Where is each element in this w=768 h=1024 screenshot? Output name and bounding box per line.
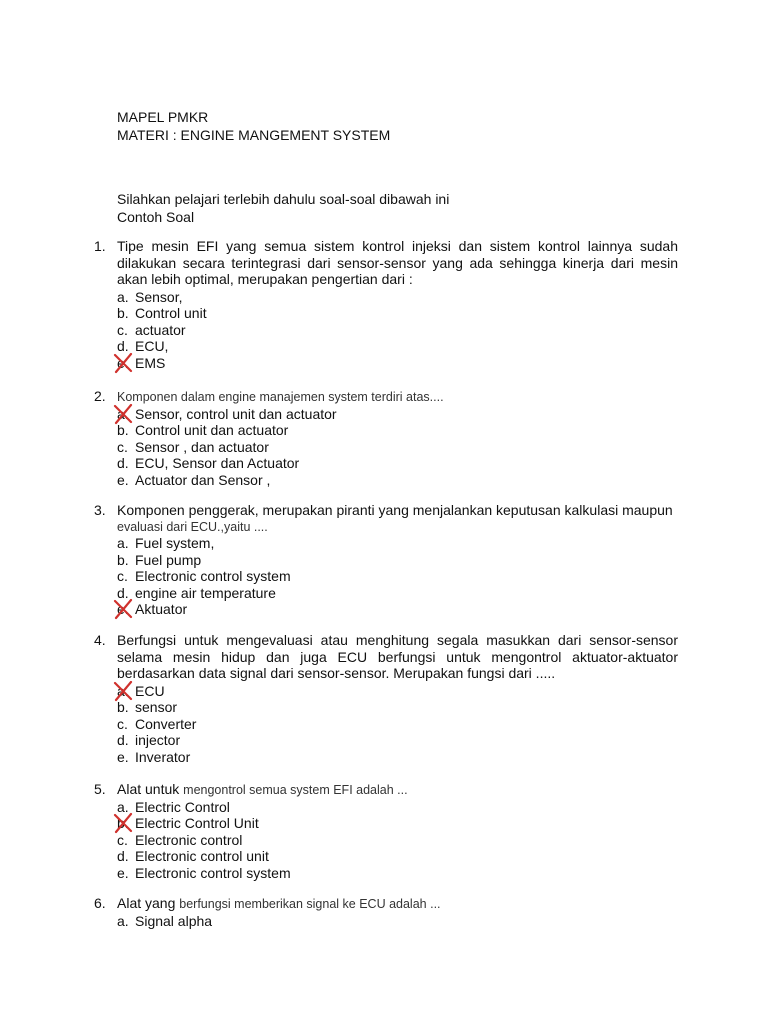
option-c [117,439,678,456]
option-text: Electric Control Unit [135,815,259,831]
option-text: Electronic control system [135,864,291,881]
option-letter: c. [117,438,128,455]
option-e [117,601,678,618]
option-list [117,406,678,489]
option-text: Aktuator [135,601,188,617]
question-text-small: berfungsi memberikan signal ke ECU adalah ... [179,897,441,911]
option-letter: d. [117,732,129,748]
question-number: 4. [94,632,106,648]
intro-text [117,190,449,226]
option-letter: a. [117,798,129,815]
option-a [117,799,678,816]
example-label: Contoh Soal [117,209,195,225]
question-text [117,502,678,535]
option-letter: d. [117,584,129,601]
option-letter: b. [117,699,129,715]
option-text: Sensor, control unit dan actuator [135,405,337,422]
option-text: Inverator [135,748,191,765]
subject-line: MAPEL PMKR [117,109,209,125]
option-letter: a. [117,288,129,305]
question-number: 6. [94,895,106,911]
option-a [117,535,678,552]
question-text-main: Alat untuk [117,781,184,797]
option-letter: e. [117,354,129,371]
option-d [117,848,678,865]
question-5 [94,781,678,881]
option-text: Electric Control [135,798,230,815]
option-text: Converter [135,715,197,732]
option-letter: b. [117,551,129,568]
question-6 [94,895,678,929]
question-2 [94,388,678,488]
material-line: MATERI : ENGINE MANGEMENT SYSTEM [117,127,391,143]
option-a [117,683,678,700]
option-e [117,355,678,372]
answer-cross-mark-icon [112,352,134,374]
option-e [117,865,678,882]
option-letter: b. [117,422,129,438]
option-a [117,406,678,423]
option-c [117,716,678,733]
question-text-main: Alat yang [117,895,180,911]
question-number: 2. [94,388,106,404]
option-b [117,422,678,439]
option-text: ECU, Sensor dan Actuator [135,455,300,471]
option-letter: d. [117,848,129,864]
question-text-small: Komponen dalam engine manajemen system terdiri atas.... [117,390,444,404]
option-list [117,289,678,372]
question-text [117,632,678,683]
question-number: 5. [94,781,106,797]
option-text: sensor [135,699,178,715]
question-text [117,238,678,289]
option-b [117,815,678,832]
option-text: EMS [135,354,166,371]
option-letter: b. [117,305,129,321]
option-letter: e. [117,748,129,765]
option-letter: d. [117,455,129,471]
option-list [117,683,678,766]
option-a [117,289,678,306]
option-b [117,552,678,569]
question-text-main: Berfungsi untuk mengevaluasi atau menghitung segala masukkan dari sensor-sensor selama mesin hidup dan juga ECU berfungsi untuk mengontrol aktuator-aktuator berdasarkan data signal dari sensor-sensor. Merupakan fungsi dari ..... [117,632,678,681]
question-text-small: mengontrol semua system EFI adalah ... [183,783,408,797]
option-text: Fuel pump [135,551,202,568]
option-text: Electronic control [135,831,243,848]
question-text-small: evaluasi dari ECU.,yaitu .... [117,519,268,534]
instruction-line: Silahkan pelajari terlebih dahulu soal-soal dibawah ini [117,191,450,207]
question-3 [94,502,678,618]
option-c [117,832,678,849]
option-letter: c. [117,321,128,338]
option-c [117,322,678,339]
option-letter: a. [117,912,129,929]
option-text: ECU [135,682,165,699]
option-text: ECU, [135,338,169,354]
option-list [117,913,678,930]
question-text-main: Komponen penggerak, merupakan piranti yang menjalankan keputusan kalkulasi maupun [117,502,673,518]
option-text: Electronic control unit [135,848,269,864]
option-d [117,455,678,472]
option-letter: c. [117,715,128,732]
question-text-main: Tipe mesin EFI yang semua sistem kontrol injeksi dan sistem kontrol lainnya sudah dilakukan secara terintegrasi dari sensor-sensor yang ada sehingga kinerja dari mesin akan lebih optimal, merupakan pengertian dari : [117,238,678,287]
option-b [117,699,678,716]
option-b [117,305,678,322]
option-text: Sensor, [135,288,183,305]
option-d [117,585,678,602]
option-text: Signal alpha [135,912,213,929]
document-header [117,108,390,144]
option-text: injector [135,732,181,748]
option-letter: e. [117,864,129,881]
option-a [117,913,678,930]
option-d [117,732,678,749]
option-letter: c. [117,831,128,848]
option-letter: e. [117,601,129,617]
question-number: 3. [94,502,106,518]
option-text: Control unit [135,305,207,321]
option-letter: d. [117,338,129,354]
question-text [117,388,678,406]
option-c [117,568,678,585]
option-text: Actuator dan Sensor , [135,471,271,488]
option-text: Fuel system, [135,535,215,551]
question-4 [94,632,678,765]
option-text: Electronic control system [135,568,291,584]
option-list [117,535,678,618]
option-text: engine air temperature [135,584,276,601]
option-letter: a. [117,405,129,422]
question-text [117,895,678,913]
option-e [117,749,678,766]
option-letter: a. [117,682,129,699]
option-e [117,472,678,489]
option-d [117,338,678,355]
option-letter: b. [117,815,129,831]
option-letter: c. [117,568,128,584]
option-text: actuator [135,321,186,338]
option-letter: e. [117,471,129,488]
question-text [117,781,678,799]
option-text: Sensor , dan actuator [135,438,269,455]
option-letter: a. [117,535,129,551]
option-text: Control unit dan actuator [135,422,289,438]
answer-cross-mark-icon [112,598,134,620]
option-list [117,799,678,882]
question-number: 1. [94,238,106,254]
question-1 [94,238,678,371]
